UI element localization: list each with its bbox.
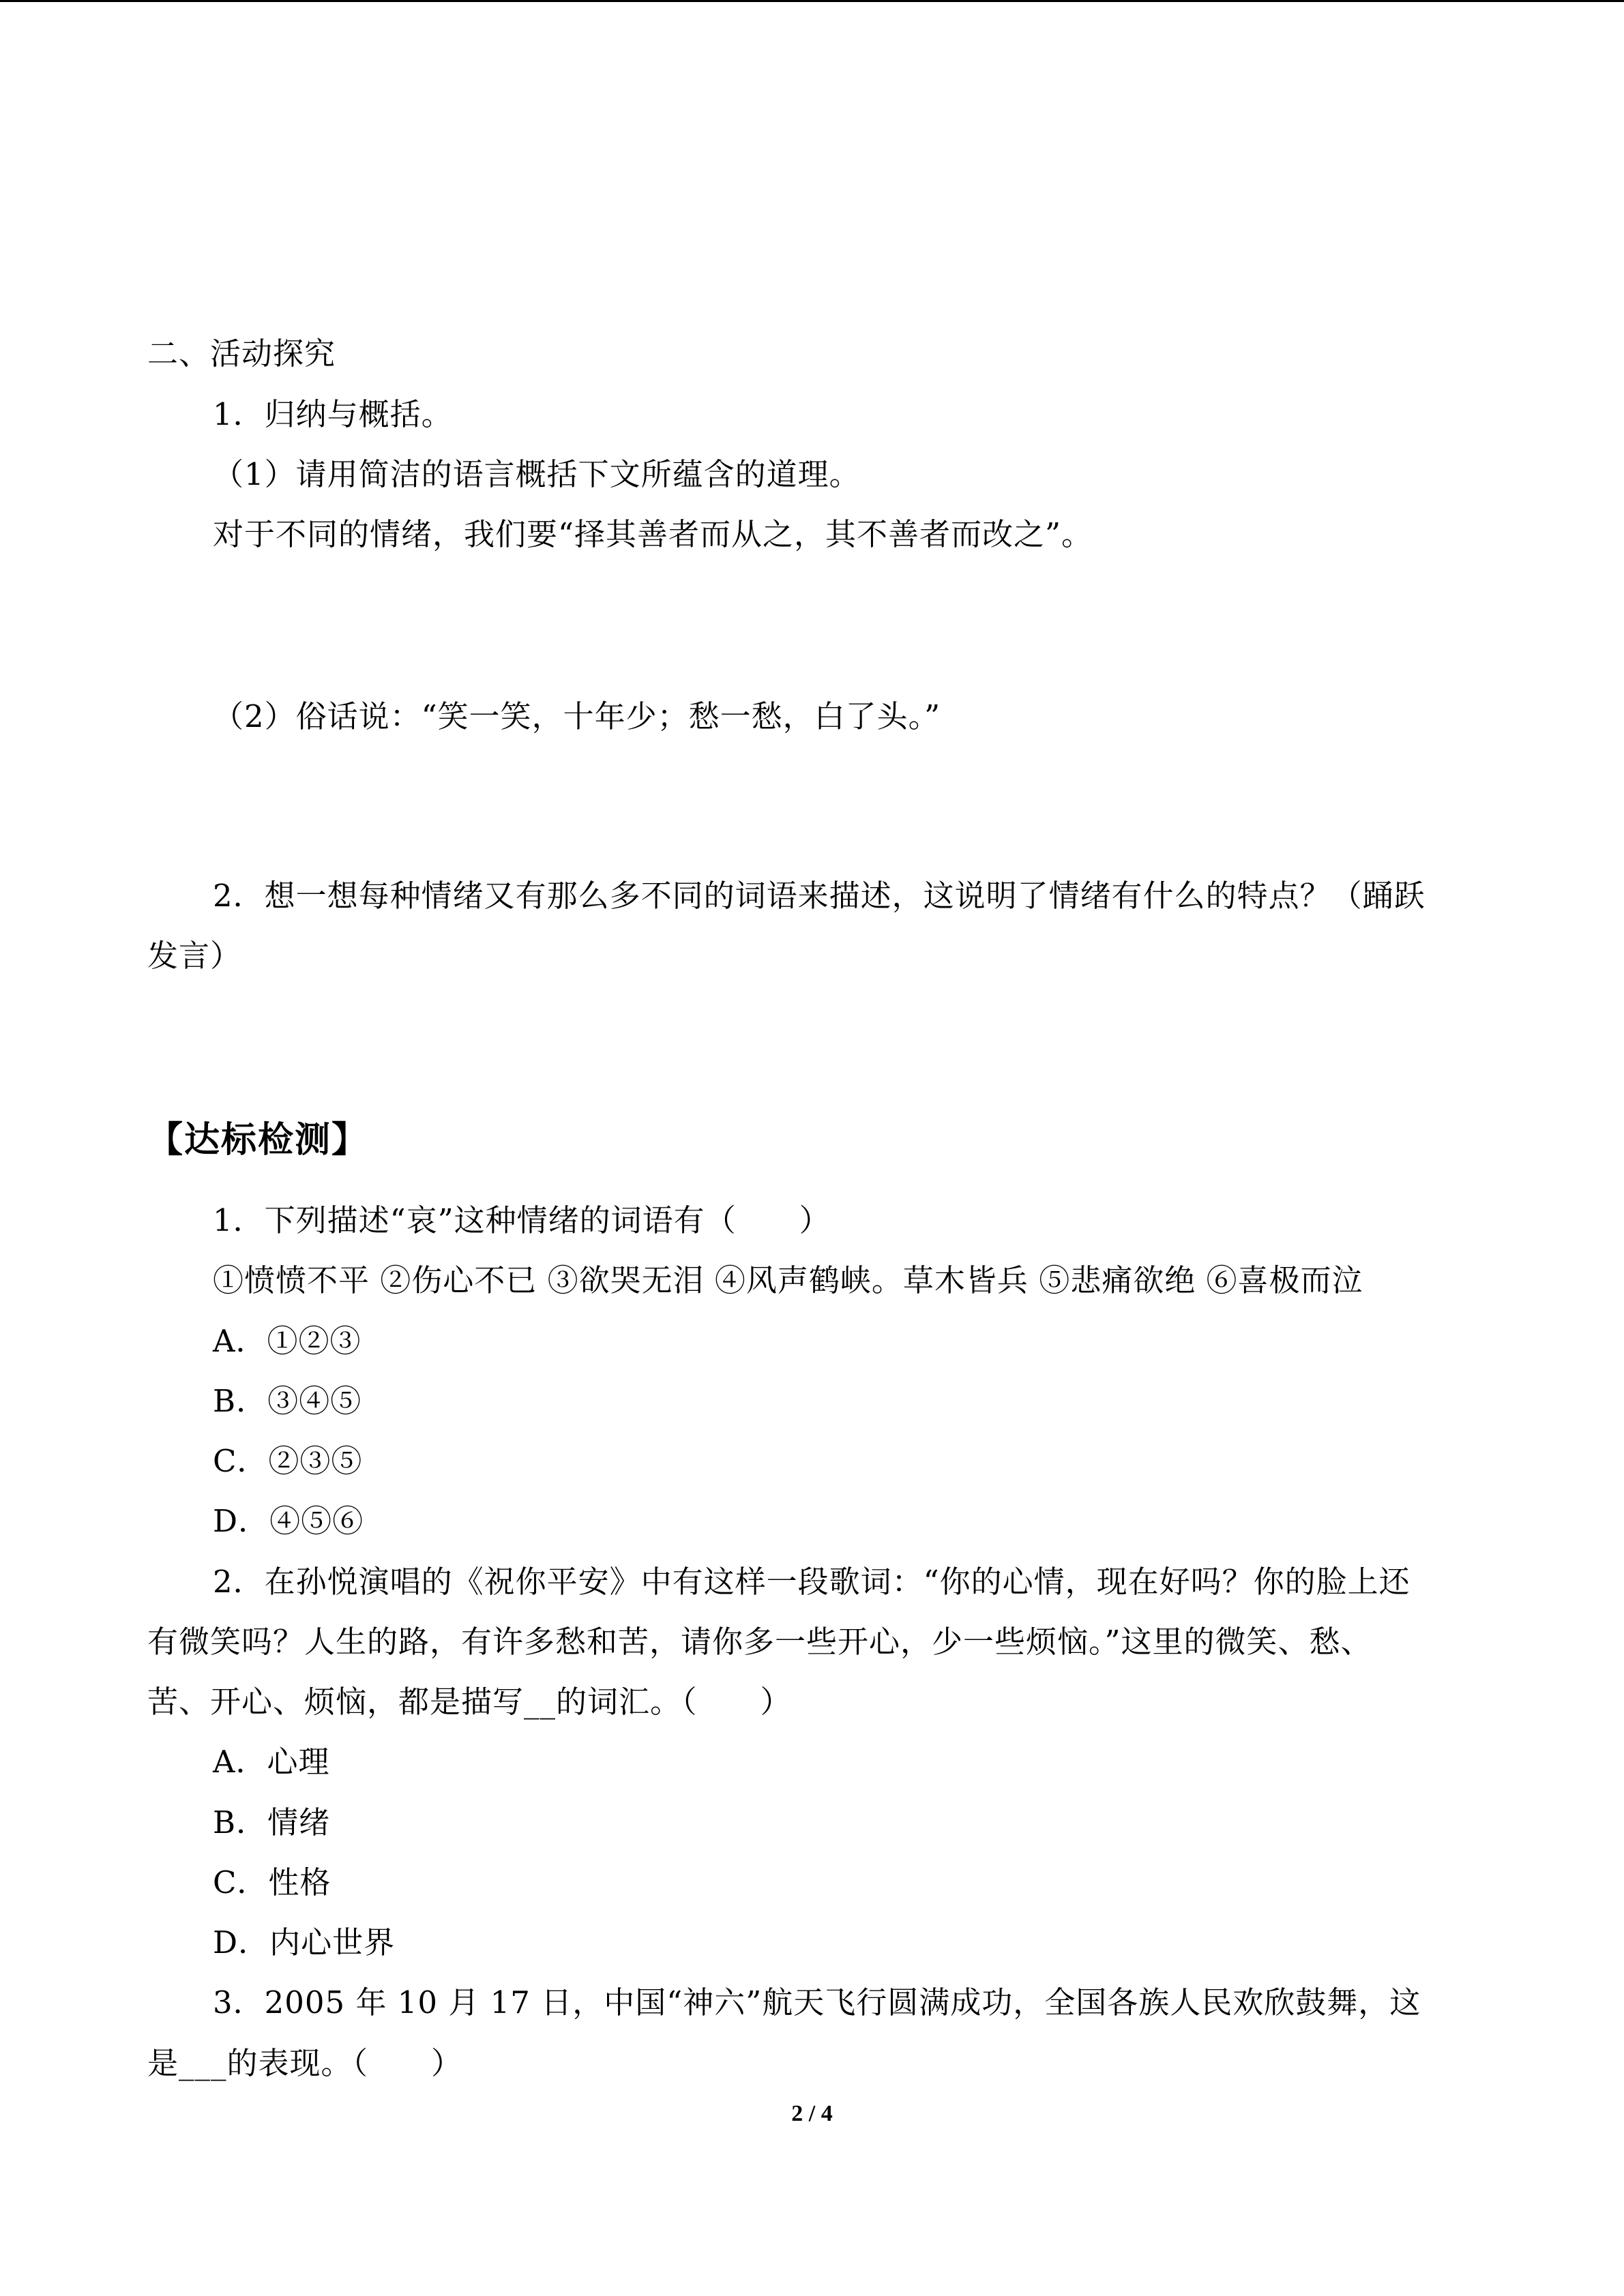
page-number: 2 / 4 <box>791 2101 833 2126</box>
test-question-1-option-d: D．④⑤⑥ <box>213 1503 364 1539</box>
question-1-part-1-text: 对于不同的情绪，我们要“择其善者而从之，其不善者而改之”。 <box>213 516 1093 552</box>
top-border-rule <box>0 0 1624 2</box>
test-question-3-line-2: 是___的表现。（ ） <box>147 2045 463 2081</box>
test-question-1-items: ①愤愤不平 ②伤心不已 ③欲哭无泪 ④风声鹤峡。草木皆兵 ⑤悲痛欲绝 ⑥喜极而泣 <box>213 1262 1363 1298</box>
test-question-1-option-b: B．③④⑤ <box>213 1383 362 1419</box>
test-question-2-line-1: 2．在孙悦演唱的《祝你平安》中有这样一段歌词：“你的心情，现在好吗？你的脸上还 <box>213 1564 1411 1600</box>
test-question-2-option-d: D．内心世界 <box>213 1924 396 1960</box>
question-2-line-2: 发言） <box>147 938 242 974</box>
test-question-2-line-2: 有微笑吗？人生的路，有许多愁和苦，请你多一些开心，少一些烦恼。”这里的微笑、愁、 <box>147 1624 1372 1660</box>
test-question-1-option-a: A．①②③ <box>213 1323 361 1359</box>
section-heading-test: 【达标检测】 <box>147 1119 369 1161</box>
test-question-2-option-b: B．情绪 <box>213 1804 331 1840</box>
question-2-line-1: 2．想一想每种情绪又有那么多不同的词语来描述，这说明了情绪有什么的特点？（踊跃 <box>213 878 1426 914</box>
test-question-1-option-c: C．②③⑤ <box>213 1443 363 1479</box>
test-question-2-option-c: C．性格 <box>213 1864 331 1900</box>
test-question-2-line-3: 苦、开心、烦恼，都是描写__的词汇。（ ） <box>147 1684 792 1720</box>
question-1-part-2: （2）俗话说：“笑一笑，十年少；愁一愁，白了头。” <box>213 698 941 734</box>
question-1-part-1: （1）请用简洁的语言概括下文所蕴含的道理。 <box>213 456 861 492</box>
section-heading-activity: 二、活动探究 <box>147 336 336 372</box>
test-question-3-line-1: 3．2005 年 10 月 17 日，中国“神六”航天飞行圆满成功，全国各族人民欢欣鼓舞，这 <box>213 1984 1421 2021</box>
test-question-2-option-a: A．心理 <box>213 1744 330 1780</box>
test-question-1-stem: 1．下列描述“哀”这种情绪的词语有（ ） <box>213 1202 831 1238</box>
question-1-title: 1．归纳与概括。 <box>213 396 453 432</box>
